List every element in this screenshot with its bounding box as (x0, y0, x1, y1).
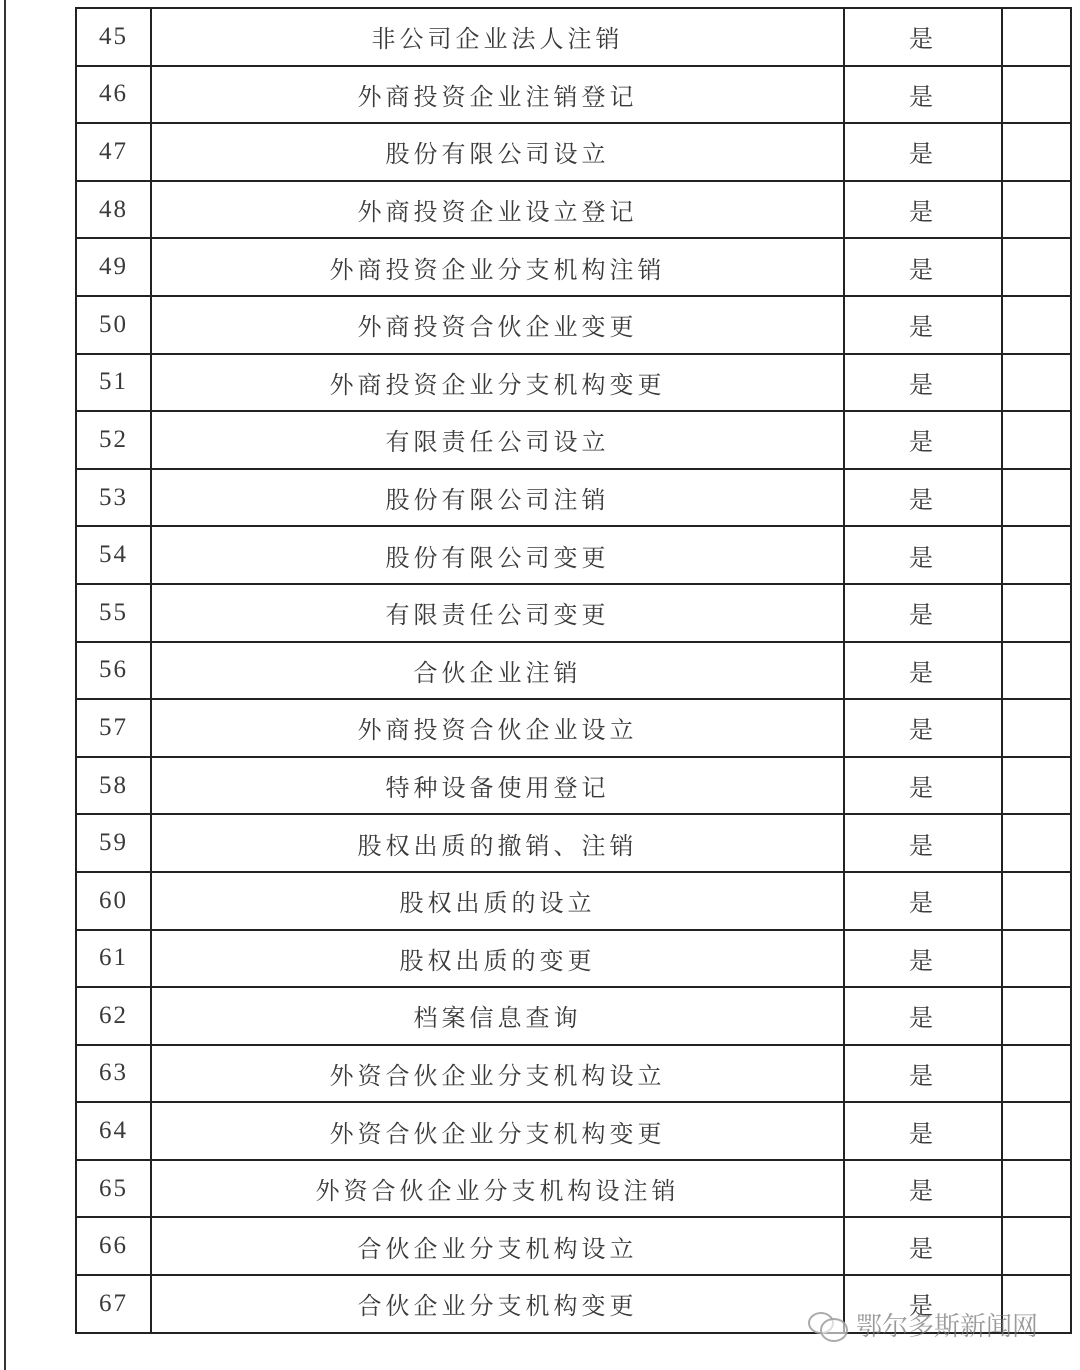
item-name: 股权出质的设立 (151, 872, 844, 930)
table-row (76, 411, 1071, 469)
blank-cell (1002, 757, 1071, 815)
blank-cell (1002, 642, 1071, 700)
table-row (76, 814, 1071, 872)
item-value: 是 (844, 872, 1002, 930)
table-row (76, 757, 1071, 815)
blank-cell (1002, 181, 1071, 239)
blank-cell (1002, 930, 1071, 988)
item-value: 是 (844, 181, 1002, 239)
service-table (75, 7, 1072, 1334)
row-number: 57 (76, 699, 151, 757)
item-value: 是 (844, 642, 1002, 700)
item-value: 是 (844, 584, 1002, 642)
item-name: 非公司企业法人注销 (151, 8, 844, 66)
item-name: 外商投资企业注销登记 (151, 66, 844, 124)
row-number: 60 (76, 872, 151, 930)
blank-cell (1002, 872, 1071, 930)
item-name: 外商投资企业设立登记 (151, 181, 844, 239)
blank-cell (1002, 814, 1071, 872)
table-row (76, 1160, 1071, 1218)
blank-cell (1002, 296, 1071, 354)
table-row (76, 872, 1071, 930)
item-value: 是 (844, 814, 1002, 872)
watermark-text: 鄂尔多斯新闻网 (856, 1312, 1039, 1342)
blank-cell (1002, 1045, 1071, 1103)
row-number: 48 (76, 181, 151, 239)
item-value: 是 (844, 757, 1002, 815)
page-edge-line (4, 0, 6, 1370)
row-number: 66 (76, 1217, 151, 1275)
table-row (76, 526, 1071, 584)
row-number: 54 (76, 526, 151, 584)
row-number: 47 (76, 123, 151, 181)
table-row (76, 354, 1071, 412)
table-row (76, 699, 1071, 757)
item-value: 是 (844, 1045, 1002, 1103)
item-name: 股份有限公司注销 (151, 469, 844, 527)
blank-cell (1002, 1217, 1071, 1275)
row-number: 49 (76, 238, 151, 296)
item-name: 有限责任公司变更 (151, 584, 844, 642)
table-row (76, 8, 1071, 66)
item-name: 外商投资合伙企业变更 (151, 296, 844, 354)
blank-cell (1002, 66, 1071, 124)
table-row (76, 584, 1071, 642)
table-row (76, 1045, 1071, 1103)
blank-cell (1002, 1102, 1071, 1160)
blank-cell (1002, 354, 1071, 412)
table-row (76, 238, 1071, 296)
item-name: 股份有限公司设立 (151, 123, 844, 181)
item-value: 是 (844, 930, 1002, 988)
row-number: 61 (76, 930, 151, 988)
row-number: 64 (76, 1102, 151, 1160)
table-row (76, 930, 1071, 988)
item-value: 是 (844, 66, 1002, 124)
item-name: 合伙企业注销 (151, 642, 844, 700)
item-value: 是 (844, 469, 1002, 527)
item-value: 是 (844, 987, 1002, 1045)
blank-cell (1002, 699, 1071, 757)
row-number: 65 (76, 1160, 151, 1218)
table-row (76, 1217, 1071, 1275)
item-name: 股份有限公司变更 (151, 526, 844, 584)
item-name: 股权出质的撤销、注销 (151, 814, 844, 872)
table-row (76, 1102, 1071, 1160)
blank-cell (1002, 8, 1071, 66)
blank-cell (1002, 123, 1071, 181)
item-name: 外商投资合伙企业设立 (151, 699, 844, 757)
item-value: 是 (844, 354, 1002, 412)
row-number: 50 (76, 296, 151, 354)
item-value: 是 (844, 1160, 1002, 1218)
item-value: 是 (844, 8, 1002, 66)
item-value: 是 (844, 1217, 1002, 1275)
blank-cell (1002, 238, 1071, 296)
item-name: 合伙企业分支机构变更 (151, 1275, 844, 1333)
row-number: 56 (76, 642, 151, 700)
table-row (76, 987, 1071, 1045)
blank-cell (1002, 584, 1071, 642)
item-value: 是 (844, 123, 1002, 181)
row-number: 58 (76, 757, 151, 815)
table-row (76, 66, 1071, 124)
table-row (76, 296, 1071, 354)
wechat-icon (808, 1310, 850, 1340)
row-number: 59 (76, 814, 151, 872)
item-value: 是 (844, 1102, 1002, 1160)
item-name: 外资合伙企业分支机构变更 (151, 1102, 844, 1160)
item-name: 外资合伙企业分支机构设注销 (151, 1160, 844, 1218)
item-value: 是 (844, 1275, 1002, 1333)
blank-cell (1002, 526, 1071, 584)
item-value: 是 (844, 526, 1002, 584)
blank-cell (1002, 411, 1071, 469)
row-number: 67 (76, 1275, 151, 1333)
row-number: 55 (76, 584, 151, 642)
blank-cell (1002, 469, 1071, 527)
blank-cell (1002, 1160, 1071, 1218)
row-number: 63 (76, 1045, 151, 1103)
watermark (808, 1306, 1038, 1343)
item-name: 外资合伙企业分支机构设立 (151, 1045, 844, 1103)
row-number: 46 (76, 66, 151, 124)
row-number: 53 (76, 469, 151, 527)
item-name: 合伙企业分支机构设立 (151, 1217, 844, 1275)
row-number: 51 (76, 354, 151, 412)
item-name: 特种设备使用登记 (151, 757, 844, 815)
item-value: 是 (844, 296, 1002, 354)
item-name: 外商投资企业分支机构注销 (151, 238, 844, 296)
item-name: 股权出质的变更 (151, 930, 844, 988)
table-row (76, 123, 1071, 181)
item-name: 档案信息查询 (151, 987, 844, 1045)
table-row (76, 181, 1071, 239)
item-name: 有限责任公司设立 (151, 411, 844, 469)
row-number: 62 (76, 987, 151, 1045)
row-number: 45 (76, 8, 151, 66)
table-row (76, 642, 1071, 700)
item-name: 外商投资企业分支机构变更 (151, 354, 844, 412)
row-number: 52 (76, 411, 151, 469)
item-value: 是 (844, 411, 1002, 469)
item-value: 是 (844, 699, 1002, 757)
item-value: 是 (844, 238, 1002, 296)
blank-cell (1002, 987, 1071, 1045)
table-row (76, 469, 1071, 527)
